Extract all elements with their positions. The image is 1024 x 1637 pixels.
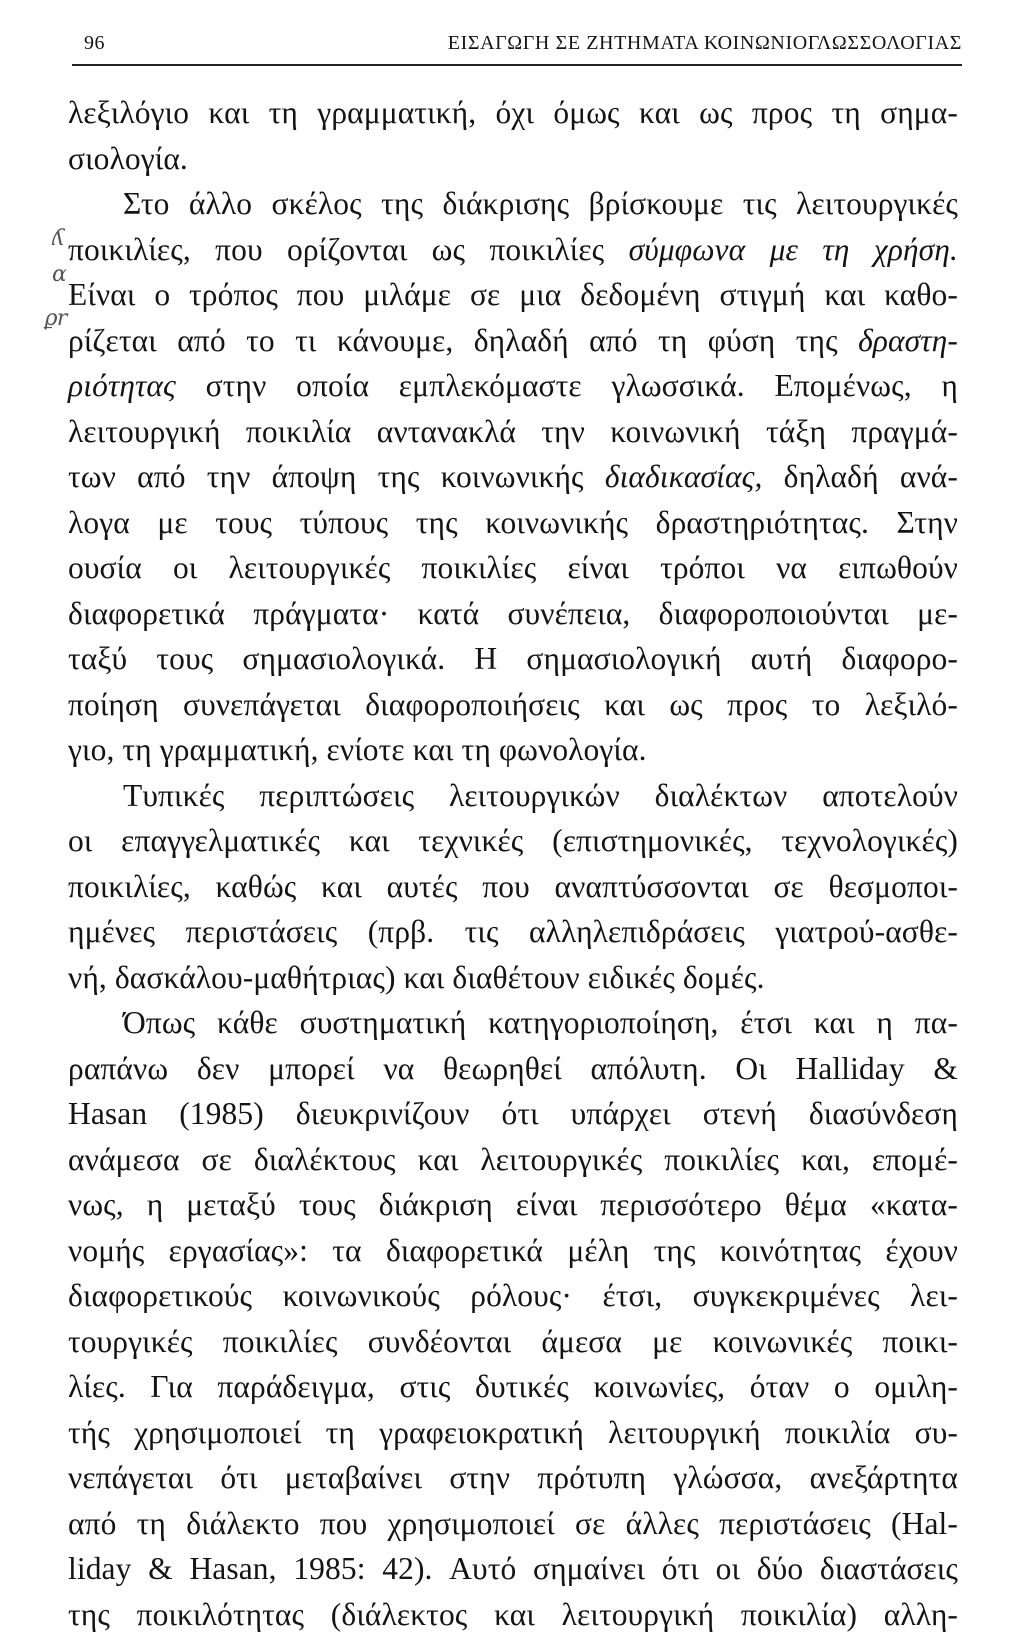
italic-term: δραστη-: [858, 323, 958, 358]
text-line: liday & Hasan, 1985: 42). Αυτό σημαίνει ότι οι δύο διαστάσεις: [68, 1546, 958, 1592]
margin-annotation: ʎ: [52, 226, 64, 251]
text-line: ανάμεσα σε διαλέκτους και λειτουργικές ποικιλίες και, επομέ-: [68, 1137, 958, 1183]
text-line: λογα με τους τύπους της κοινωνικής δραστηριότητας. Στην: [68, 500, 958, 546]
margin-annotation: ɑ: [52, 262, 67, 287]
running-header: [72, 30, 962, 66]
italic-term: σύμφωνα με τη χρήση.: [629, 232, 958, 267]
text-line: νή, δασκάλου-μαθήτριας) και διαθέτουν ειδικές δομές.: [68, 955, 958, 1001]
text-line: [68, 454, 958, 500]
text-line: [68, 318, 958, 364]
text-line: σιολογία.: [68, 136, 958, 182]
text-line: Όπως κάθε συστηματική κατηγοριοποίηση, έτσι και η πα-: [68, 1000, 958, 1046]
text-line: Hasan (1985) διευκρινίζουν ότι υπάρχει στενή διασύνδεση: [68, 1091, 958, 1137]
text-line: διαφορετικά πράγματα· κατά συνέπεια, διαφοροποιούνται με-: [68, 591, 958, 637]
text-line: Είναι ο τρόπος που μιλάμε σε μια δεδομένη στιγμή και καθο-: [68, 272, 958, 318]
italic-term: διαδικασίας,: [605, 459, 763, 494]
page-number: 96: [84, 32, 105, 55]
text-line: από τη διάλεκτο που χρησιμοποιεί σε άλλες περιστάσεις (Hal-: [68, 1501, 958, 1547]
text-line: [68, 363, 958, 409]
text-line: οι επαγγελματικές και τεχνικές (επιστημονικές, τεχνολογικές): [68, 818, 958, 864]
text-line: της ποικιλότητας (διάλεκτος και λειτουργική ποικιλία) αλλη-: [68, 1592, 958, 1637]
text-line: λεξιλόγιο και τη γραμματική, όχι όμως και ως προς τη σημα-: [68, 90, 958, 136]
text-line: ραπάνω δεν μπορεί να θεωρηθεί απόλυτη. Οι Halliday &: [68, 1046, 958, 1092]
text-line: νομής εργασίας»: τα διαφορετικά μέλη της κοινότητας έχουν: [68, 1228, 958, 1274]
text-segment: δηλαδή ανά-: [784, 459, 958, 494]
text-segment: ποικιλίες, που ορίζονται ως ποικιλίες: [68, 232, 604, 267]
italic-term: ριότητας: [68, 368, 176, 403]
text-line: ταξύ τους σημασιολογικά. Η σημασιολογική αυτή διαφορο-: [68, 636, 958, 682]
text-line: ποίηση συνεπάγεται διαφοροποιήσεις και ως προς το λεξιλό-: [68, 682, 958, 728]
text-segment: ρίζεται από το τι κάνουμε, δηλαδή από τη φύση της: [68, 323, 838, 358]
running-head-title: ΕΙΣΑΓΩΓΗ ΣΕ ΖΗΤΗΜΑΤΑ ΚΟΙΝΩΝΙΟΓΛΩΣΣΟΛΟΓΙΑΣ: [448, 32, 962, 55]
text-line: νεπάγεται ότι μεταβαίνει στην πρότυπη γλώσσα, ανεξάρτητα: [68, 1455, 958, 1501]
text-line: [68, 227, 958, 273]
text-line: λίες. Για παράδειγμα, στις δυτικές κοινωνίες, όταν ο ομιλη-: [68, 1364, 958, 1410]
text-line: Στο άλλο σκέλος της διάκρισης βρίσκουμε τις λειτουργικές: [68, 181, 958, 227]
text-line: γιο, τη γραμματική, ενίοτε και τη φωνολογία.: [68, 727, 958, 773]
text-line: λειτουργική ποικιλία αντανακλά την κοινωνική τάξη πραγμά-: [68, 409, 958, 455]
text-line: Τυπικές περιπτώσεις λειτουργικών διαλέκτων αποτελούν: [68, 773, 958, 819]
text-line: διαφορετικούς κοινωνικούς ρόλους· έτσι, συγκεκριμένες λει-: [68, 1273, 958, 1319]
text-segment: των από την άποψη της κοινωνικής: [68, 459, 584, 494]
text-line: ποικιλίες, καθώς και αυτές που αναπτύσσονται σε θεσμοποι-: [68, 864, 958, 910]
text-line: νως, η μεταξύ τους διάκριση είναι περισσότερο θέμα «κατα-: [68, 1182, 958, 1228]
text-line: ημένες περιστάσεις (πρβ. τις αλληλεπιδράσεις γιατρού-ασθε-: [68, 909, 958, 955]
text-line: ουσία οι λειτουργικές ποικιλίες είναι τρόποι να ειπωθούν: [68, 545, 958, 591]
margin-annotation: ϼr: [44, 306, 67, 331]
text-segment: στην οποία εμπλεκόμαστε γλωσσικά. Επομένως, η: [206, 368, 958, 403]
text-line: τής χρησιμοποιεί τη γραφειοκρατική λειτουργική ποικιλία συ-: [68, 1410, 958, 1456]
text-line: τουργικές ποικιλίες συνδέονται άμεσα με κοινωνικές ποικι-: [68, 1319, 958, 1365]
body-text: [68, 90, 958, 1637]
